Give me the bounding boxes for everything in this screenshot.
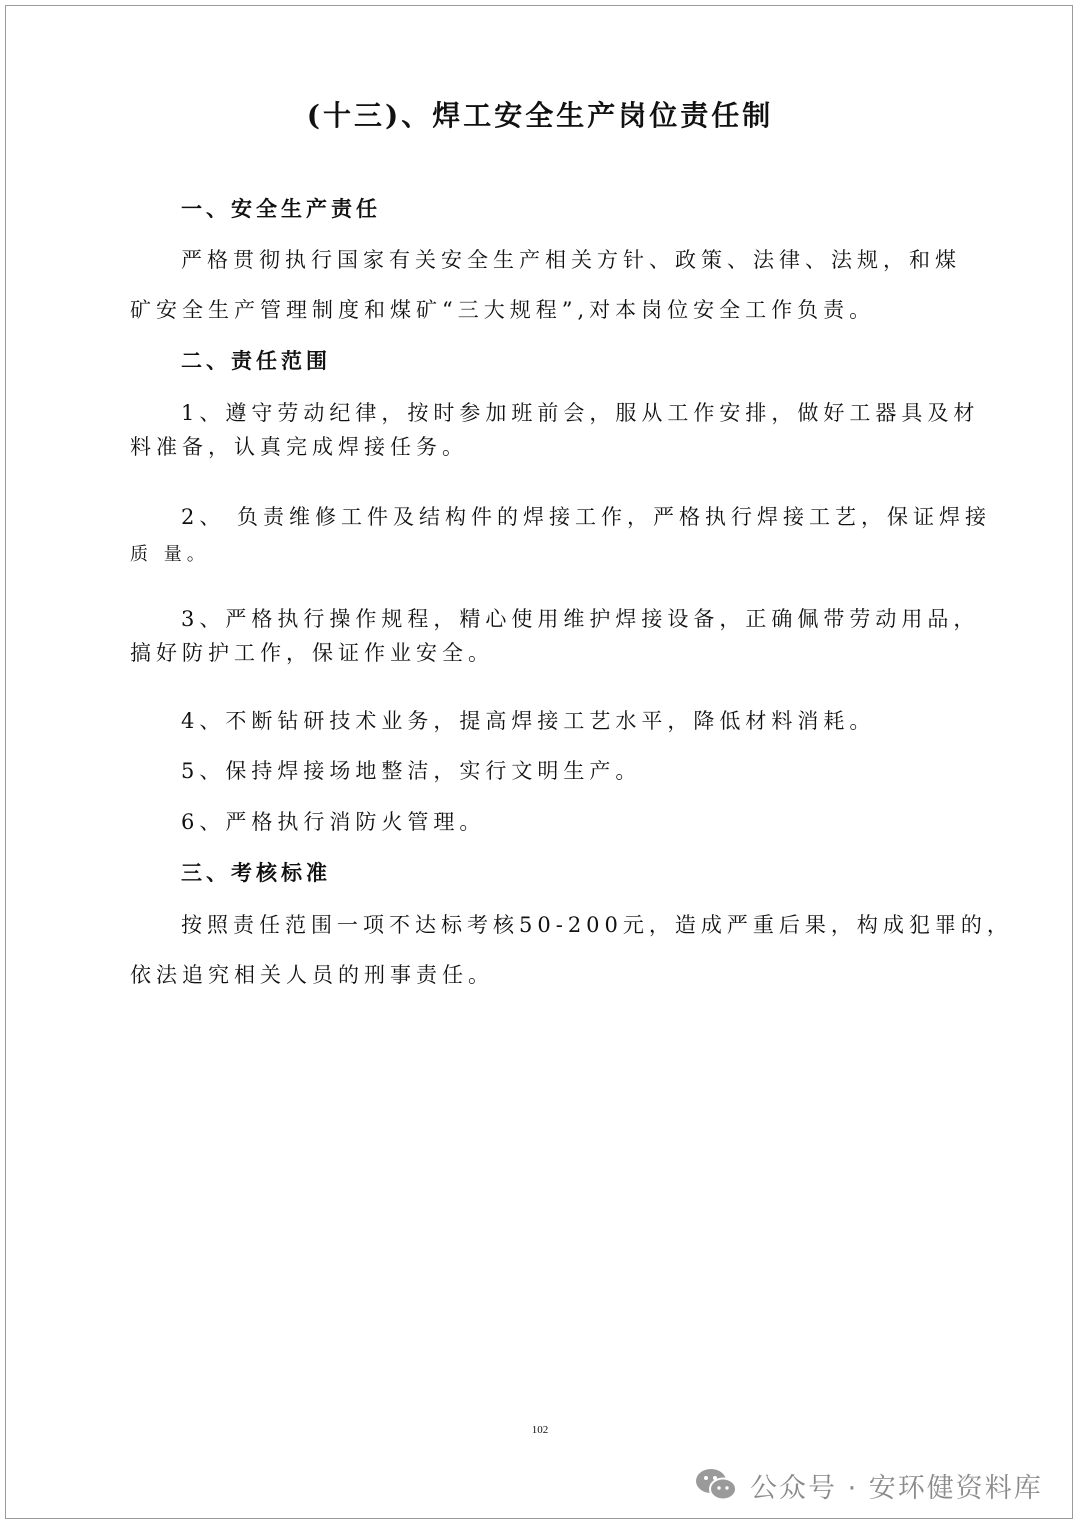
section2-item1-line2: 料准备，认真完成焊接任务。 xyxy=(130,435,468,459)
section2-item5: 5、保持焊接场地整洁，实行文明生产。 xyxy=(181,759,642,783)
section2-item3-line2: 搞好防护工作，保证作业安全。 xyxy=(130,641,494,665)
section2-heading: 二、责任范围 xyxy=(181,348,331,373)
section1-paragraph-line1: 严格贯彻执行国家有关安全生产相关方针、政策、法律、法规，和煤 xyxy=(181,248,961,272)
section1-paragraph-line2: 矿安全生产管理制度和煤矿“三大规程”,对本岗位安全工作负责。 xyxy=(130,298,876,322)
watermark xyxy=(694,1463,1043,1507)
document-title: (十三)、焊工安全生产岗位责任制 xyxy=(306,99,774,132)
section2-item2-line2: 质 量。 xyxy=(130,544,210,565)
section3-heading: 三、考核标准 xyxy=(181,860,331,885)
section2-item3-line1: 3、严格执行操作规程，精心使用维护焊接设备，正确佩带劳动用品， xyxy=(181,607,980,631)
page-number: 102 xyxy=(531,1424,549,1436)
section1-heading: 一、安全生产责任 xyxy=(181,196,381,221)
section3-paragraph-line2: 依法追究相关人员的刑事责任。 xyxy=(130,963,494,987)
section2-item1-line1: 1、遵守劳动纪律，按时参加班前会，服从工作安排，做好工器具及材 xyxy=(181,401,980,425)
section3-paragraph-line1: 按照责任范围一项不达标考核50-200元，造成严重后果，构成犯罪的， xyxy=(181,913,1013,937)
section2-item6: 6、严格执行消防火管理。 xyxy=(181,810,486,834)
section2-item2-line1: 2、 负责维修工件及结构件的焊接工作，严格执行焊接工艺，保证焊接 xyxy=(181,505,992,529)
section2-item4: 4、不断钻研技术业务，提高焊接工艺水平，降低材料消耗。 xyxy=(181,709,876,733)
watermark-text: 公众号 · 安环健资料库 xyxy=(750,1472,1043,1504)
wechat-icon xyxy=(694,1467,738,1503)
